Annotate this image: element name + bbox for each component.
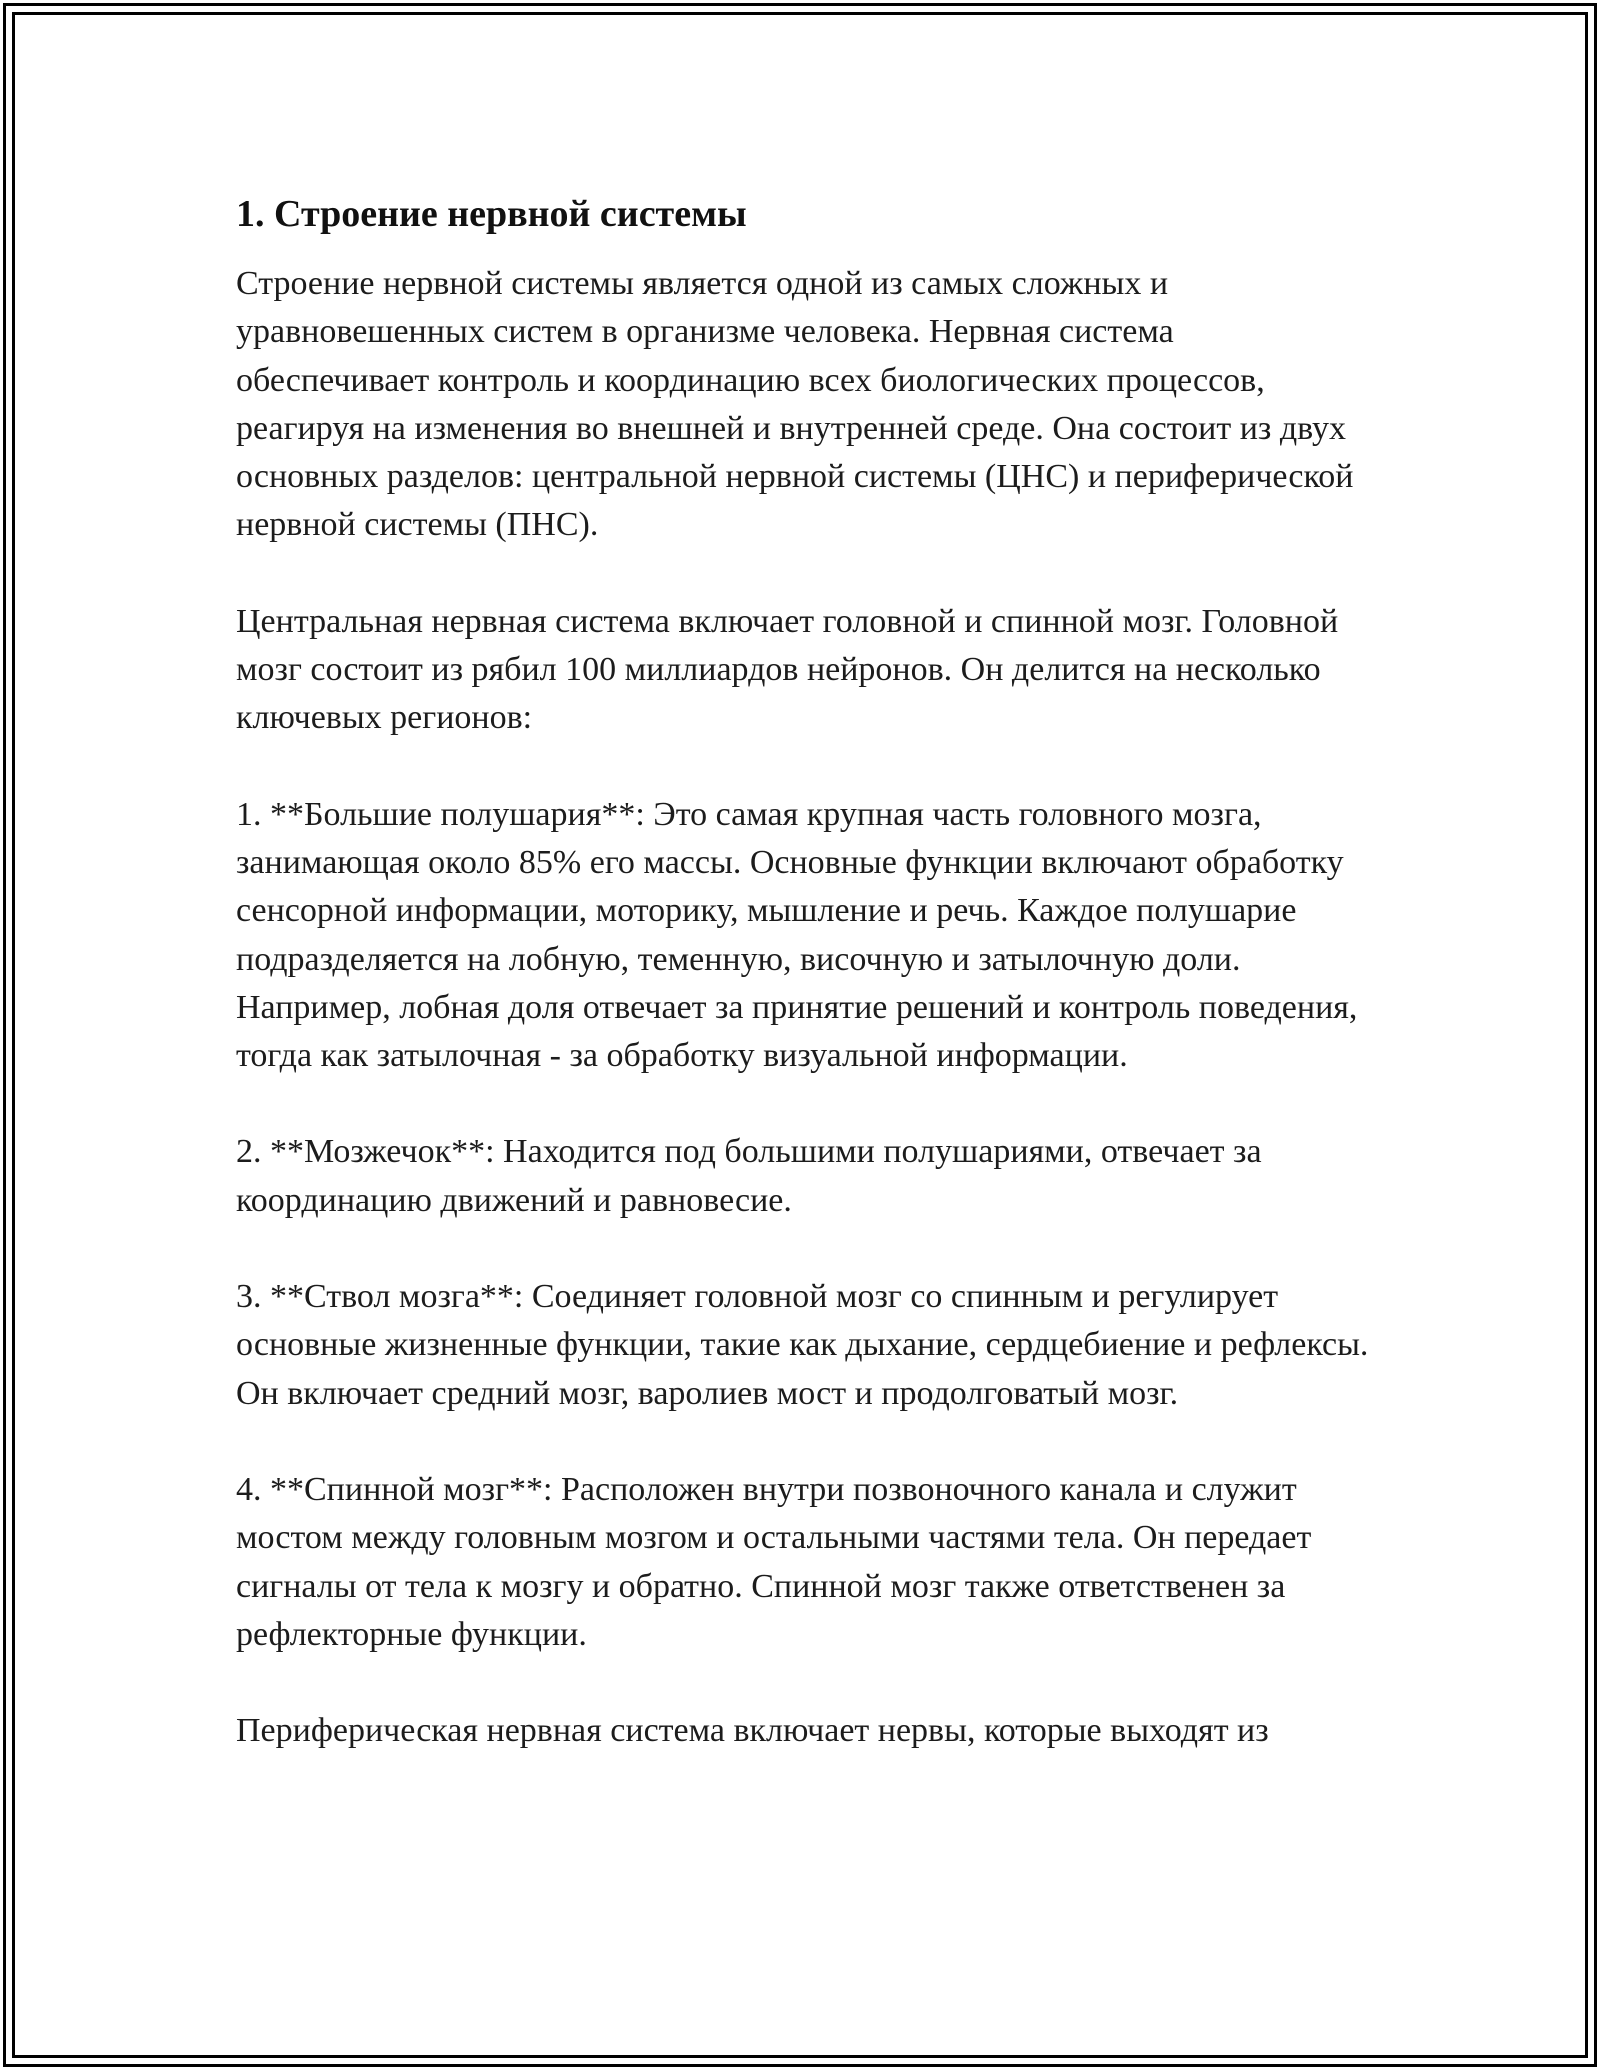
list-item-hemispheres: 1. **Большие полушария**: Это самая крупная часть головного мозга, занимающая около 85% его массы. Основные функции включают обработку сенсорной информации, моторику, мышление и речь. Каждое полушарие подразделяется на лобную, теменную, височную и затылочную доли. Например, лобная доля отвечает за принятие решений и контроль поведения, тогда как затылочная - за обработку визуальной информации. [236,795,1358,1075]
list-item-brainstem: 3. **Ствол мозга**: Соединяет головной мозг со спинным и регулирует основные жизненные функции, такие как дыхание, сердцебиение и рефлексы. Он включает средний мозг, варолиев мост и продолговатый мозг. [236,1278,1369,1412]
paragraph-intro: Строение нервной системы является одной из самых сложных и уравновешенных систем в организме человека. Нервная система обеспечивает контроль и координацию всех биологических процессов, реагируя на изменения во внешней и внутренней среде. Она состоит из двух основных разделов: центральной нервной системы (ЦНС) и периферической нервной системы (ПНС). [236,265,1354,544]
list-item-spinal-cord: 4. **Спинной мозг**: Расположен внутри позвоночного канала и служит мостом между головным мозгом и остальными частями тела. Он передает сигналы от тела к мозгу и обратно. Спинной мозг также ответственен за рефлекторные функции. [236,1470,1312,1653]
section-heading: 1. Строение нервной системы [236,193,747,235]
list-item-cerebellum: 2. **Мозжечок**: Находится под большими полушариями, отвечает за координацию движений и равновесие. [236,1133,1262,1219]
paragraph-pns: Периферическая нервная система включает нервы, которые выходят из [236,1712,1269,1750]
paragraph-cns: Центральная нервная система включает головной и спинной мозг. Головной мозг состоит из рябил 100 миллиардов нейронов. Он делится на несколько ключевых регионов: [236,602,1339,737]
document-body [236,186,1370,1803]
